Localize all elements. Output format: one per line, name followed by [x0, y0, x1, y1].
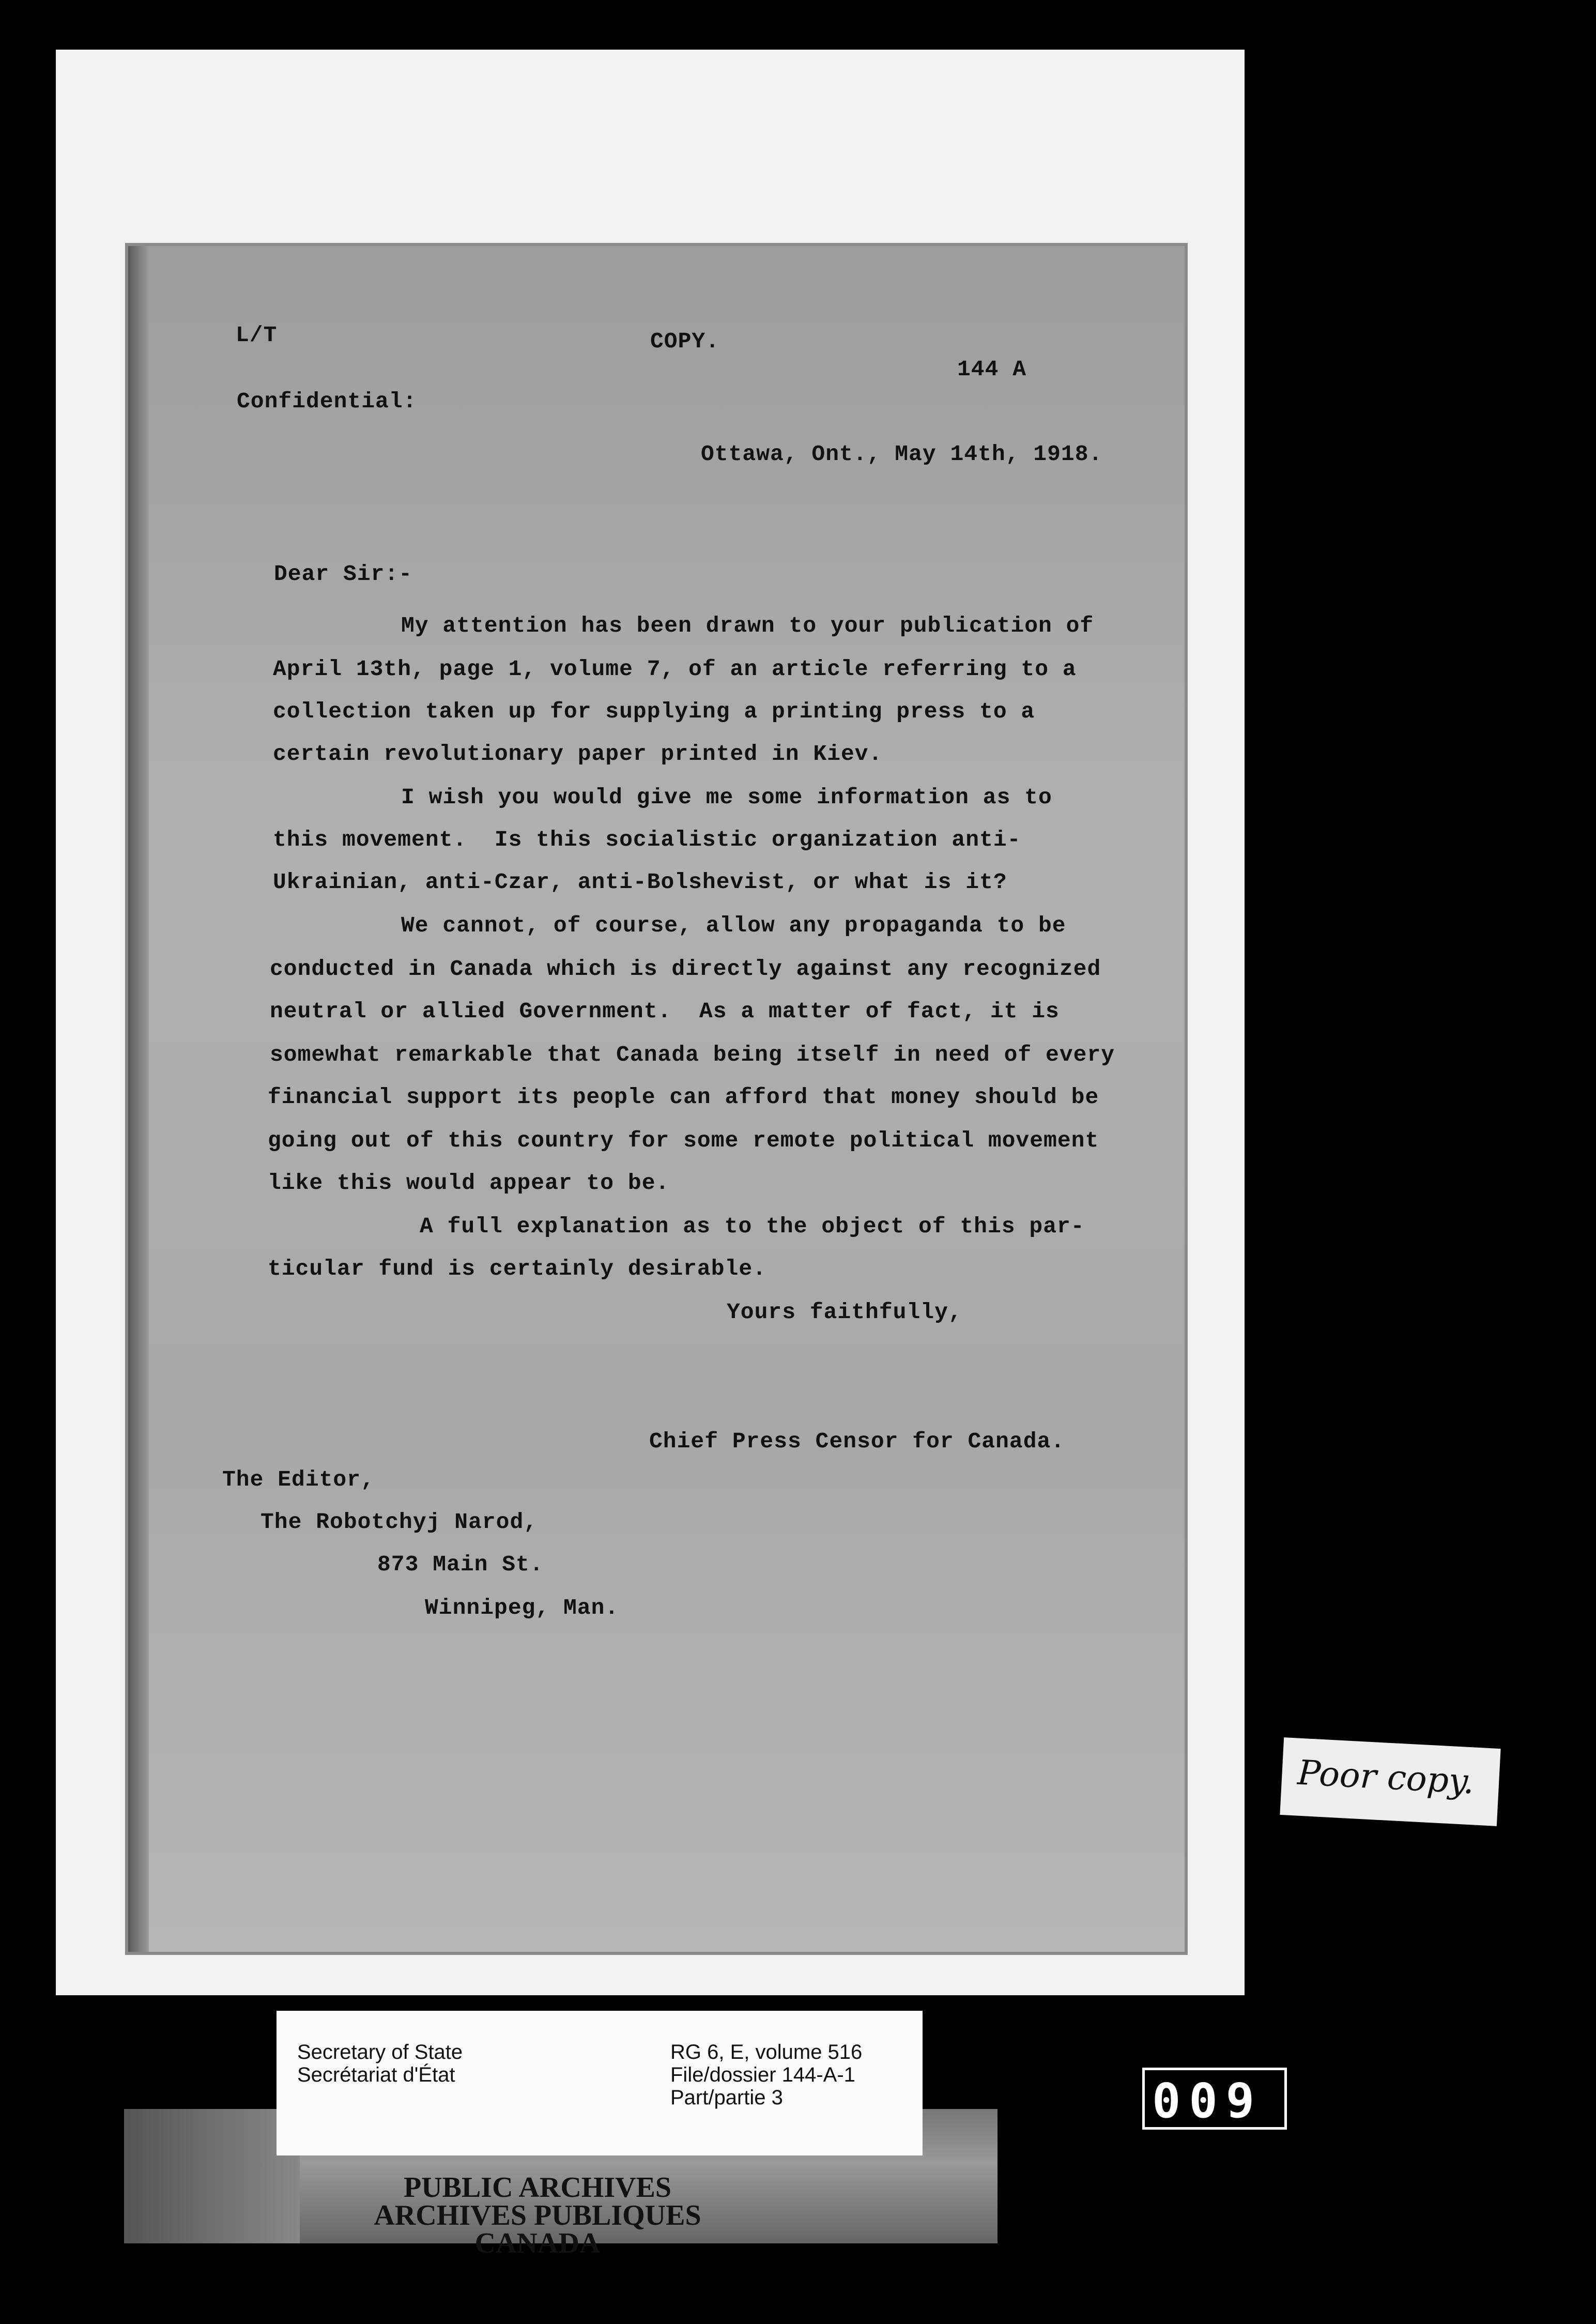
address-line: The Robotchyj Narod, — [260, 1509, 538, 1535]
body-line: going out of this country for some remote political movement — [268, 1128, 1099, 1153]
body-line: I wish you would give me some information as to — [401, 785, 1052, 810]
body-line: financial support its people can afford that money should be — [268, 1084, 1099, 1110]
classification: Confidential: — [237, 389, 417, 414]
copy-mark: COPY. — [650, 329, 720, 354]
body-line: somewhat remarkable that Canada being itself in need of every — [270, 1042, 1115, 1067]
body-line: this movement. Is this socialistic organization anti- — [273, 827, 1021, 852]
archives-stamp — [310, 2174, 765, 2257]
address-line: 873 Main St. — [377, 1552, 544, 1577]
body-line: collection taken up for supplying a printing press to a — [273, 699, 1035, 724]
body-line: like this would appear to be. — [268, 1170, 670, 1196]
stamp-line: PUBLIC ARCHIVES — [403, 2172, 672, 2204]
note-text: Poor copy. — [1296, 1752, 1476, 1802]
body-line: Ukrainian, anti-Czar, anti-Bolshevist, or what is it? — [273, 869, 1007, 895]
body-line: My attention has been drawn to your publication of — [401, 613, 1094, 638]
signatory: Chief Press Censor for Canada. — [649, 1429, 1065, 1454]
body-line: conducted in Canada which is directly against any recognized — [270, 956, 1101, 982]
archive-label — [277, 2011, 923, 2155]
frame-counter — [1142, 2068, 1287, 2130]
body-line: ticular fund is certainly desirable. — [268, 1256, 766, 1281]
address-line: Winnipeg, Man. — [425, 1595, 619, 1620]
place-date: Ottawa, Ont., May 14th, 1918. — [701, 441, 1103, 467]
dept-fr: Secrétariat d'État — [297, 2063, 455, 2086]
file-dossier: File/dossier 144-A-1 — [670, 2063, 855, 2086]
body-line: We cannot, of course, allow any propaganda to be — [401, 913, 1066, 938]
handwritten-note — [1280, 1737, 1500, 1826]
stamp-line: CANADA — [474, 2227, 601, 2259]
body-line: certain revolutionary paper printed in Kiev. — [273, 741, 883, 767]
record-group: RG 6, E, volume 516 — [670, 2041, 863, 2063]
strap-end — [124, 2109, 300, 2243]
part-partie: Part/partie 3 — [670, 2086, 783, 2109]
frame-number: 009 — [1152, 2073, 1263, 2129]
closing: Yours faithfully, — [727, 1299, 962, 1325]
letter-ref: L/T — [236, 323, 278, 348]
body-line: A full explanation as to the object of this par- — [420, 1214, 1085, 1239]
salutation: Dear Sir:- — [274, 561, 413, 587]
stamp-line: ARCHIVES PUBLIQUES — [374, 2199, 701, 2231]
dept-en: Secretary of State — [297, 2041, 463, 2063]
sheet-shadow — [128, 246, 149, 1952]
file-number: 144 A — [957, 357, 1027, 382]
body-line: neutral or allied Government. As a matter of fact, it is — [270, 999, 1060, 1024]
address-line: The Editor, — [222, 1467, 375, 1492]
body-line: April 13th, page 1, volume 7, of an article referring to a — [273, 656, 1077, 682]
